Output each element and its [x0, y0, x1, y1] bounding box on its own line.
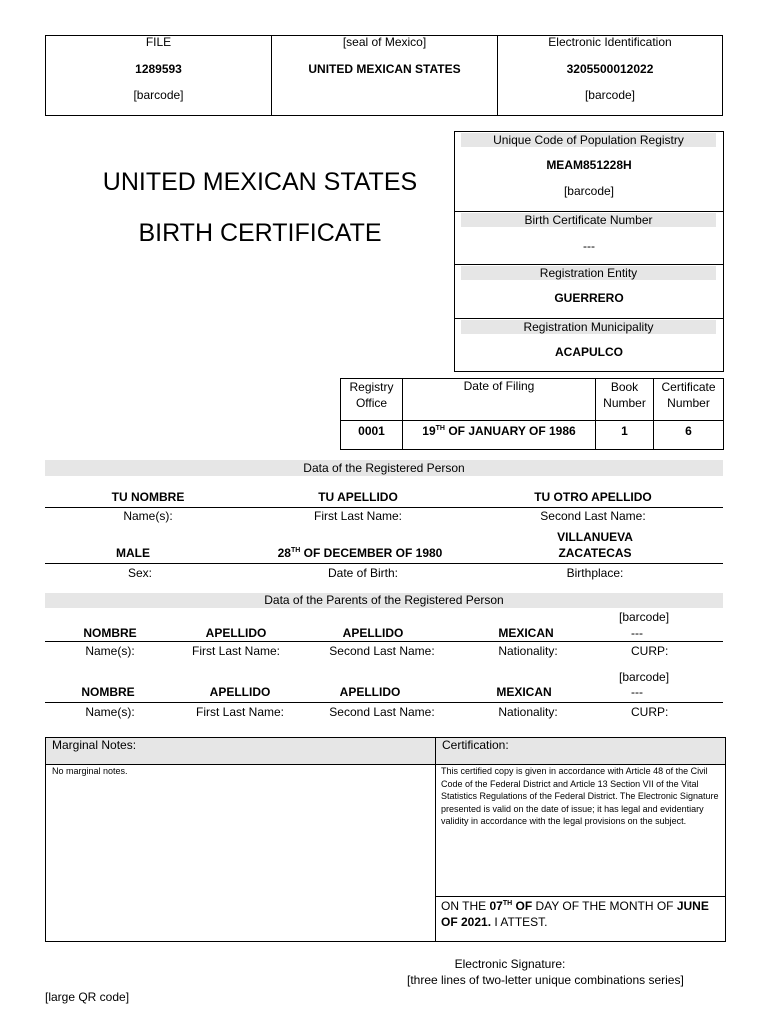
- registry-divider: [454, 211, 724, 212]
- parent1-curp-barcode: [barcode]: [619, 610, 670, 624]
- notes-header-bar: [46, 738, 725, 764]
- electronic-signature-desc: [three lines of two-letter unique combinations series]: [407, 973, 684, 987]
- parent1-curp: ---: [631, 626, 643, 640]
- parent1-second-label: Second Last Name:: [329, 644, 435, 658]
- registered-names: TU NOMBRE: [111, 490, 185, 504]
- certification-label: Certification:: [442, 738, 509, 752]
- book-number-label: Book Number: [603, 380, 646, 410]
- eid-number: 3205500012022: [566, 62, 654, 76]
- parent2-curp-barcode: [barcode]: [619, 670, 670, 684]
- first-last-label: First Last Name:: [313, 509, 403, 523]
- parent1-nationality: MEXICAN: [498, 626, 554, 640]
- parent2-nationality-label: Nationality:: [498, 705, 558, 719]
- curp-value: MEAM851228H: [546, 158, 632, 172]
- file-number: 1289593: [135, 62, 182, 76]
- marginal-notes-text: No marginal notes.: [52, 766, 128, 776]
- sex-label: Sex:: [127, 566, 152, 580]
- qr-code-placeholder: [large QR code]: [45, 990, 130, 1004]
- registered-second-last: TU OTRO APELLIDO: [534, 490, 652, 504]
- entity-label: Registration Entity: [461, 266, 716, 280]
- birthplace-line1: VILLANUEVA: [557, 530, 633, 544]
- header-country: UNITED MEXICAN STATES: [308, 62, 461, 76]
- file-label: FILE: [145, 35, 172, 49]
- date-of-filing-value: 19TH OF JANUARY OF 1986: [422, 424, 576, 438]
- registered-dob: 28TH OF DECEMBER OF 1980: [277, 546, 443, 560]
- birthplace-label: Birthplace:: [566, 566, 624, 580]
- file-barcode: [barcode]: [133, 88, 184, 102]
- attest-text: ON THE 07TH OF DAY OF THE MONTH OF JUNE OF 2021. I ATTEST.: [441, 899, 709, 929]
- registry-office-value: 0001: [358, 424, 385, 438]
- parent2-rule: [45, 702, 723, 703]
- registered-rule-1: [45, 507, 723, 508]
- curp-barcode: [barcode]: [563, 184, 615, 198]
- doc-title-line2: BIRTH CERTIFICATE: [138, 219, 382, 247]
- parent1-nationality-label: Nationality:: [498, 644, 558, 658]
- cert-number-label: Birth Certificate Number: [461, 213, 716, 227]
- municipality-value: ACAPULCO: [555, 345, 623, 359]
- parent2-second-label: Second Last Name:: [329, 705, 435, 719]
- parent2-second-last: APELLIDO: [339, 685, 401, 699]
- registry-divider: [454, 318, 724, 319]
- birthplace-line2: ZACATECAS: [558, 546, 632, 560]
- parent1-name: NOMBRE: [83, 626, 137, 640]
- eid-label: Electronic Identification: [548, 35, 672, 49]
- filing-row-divider: [340, 420, 724, 421]
- parent2-names-label: Name(s):: [85, 705, 135, 719]
- certification-text: This certified copy is given in accordance with Article 48 of the Civil Code of the Federal District and Article 13 Section VII of the Vital Statistics Regulations of the Federal District. The Electronic Signature presented is valid on the date of issue; it has legal and evidentiary validity in accordance with the legal provisions on the subject.: [441, 766, 719, 826]
- registry-divider: [454, 264, 724, 265]
- parent2-nationality: MEXICAN: [496, 685, 552, 699]
- parent1-names-label: Name(s):: [85, 644, 135, 658]
- parent1-second-last: APELLIDO: [342, 626, 404, 640]
- certificate-number-label: Certificate Number: [661, 380, 716, 410]
- registered-section-title: Data of the Registered Person: [45, 460, 723, 476]
- registry-office-label: Registry Office: [349, 380, 394, 410]
- parent1-rule: [45, 641, 723, 642]
- seal-of-mexico: [seal of Mexico]: [342, 35, 427, 49]
- second-last-label: Second Last Name:: [540, 509, 646, 523]
- names-label: Name(s):: [123, 509, 173, 523]
- parent1-curp-label: CURP:: [631, 644, 669, 658]
- municipality-label: Registration Municipality: [461, 320, 716, 334]
- eid-barcode: [barcode]: [584, 88, 636, 102]
- parent2-curp-label: CURP:: [631, 705, 669, 719]
- registered-sex: MALE: [116, 546, 150, 560]
- registered-rule-2: [45, 563, 723, 564]
- date-of-filing-label: Date of Filing: [463, 379, 535, 393]
- parent2-first-last: APELLIDO: [209, 685, 271, 699]
- cert-number-value: ---: [583, 239, 595, 253]
- marginal-notes-label: Marginal Notes:: [52, 738, 137, 752]
- parent1-first-last: APELLIDO: [205, 626, 267, 640]
- parents-section-title: Data of the Parents of the Registered Person: [45, 593, 723, 608]
- electronic-signature-label: Electronic Signature:: [454, 957, 566, 971]
- parent1-first-label: First Last Name:: [191, 644, 281, 658]
- dob-label: Date of Birth:: [327, 566, 399, 580]
- parent2-curp: ---: [631, 685, 643, 699]
- certificate-number-value: 6: [685, 424, 692, 438]
- doc-title-line1: UNITED MEXICAN STATES: [102, 168, 418, 196]
- entity-value: GUERRERO: [554, 291, 624, 305]
- attest-rule: [435, 896, 726, 897]
- book-number-value: 1: [621, 424, 628, 438]
- parent2-name: NOMBRE: [81, 685, 135, 699]
- notes-col-divider: [435, 737, 436, 942]
- registered-first-last: TU APELLIDO: [318, 490, 398, 504]
- parent2-first-label: First Last Name:: [195, 705, 285, 719]
- curp-label: Unique Code of Population Registry: [461, 133, 716, 147]
